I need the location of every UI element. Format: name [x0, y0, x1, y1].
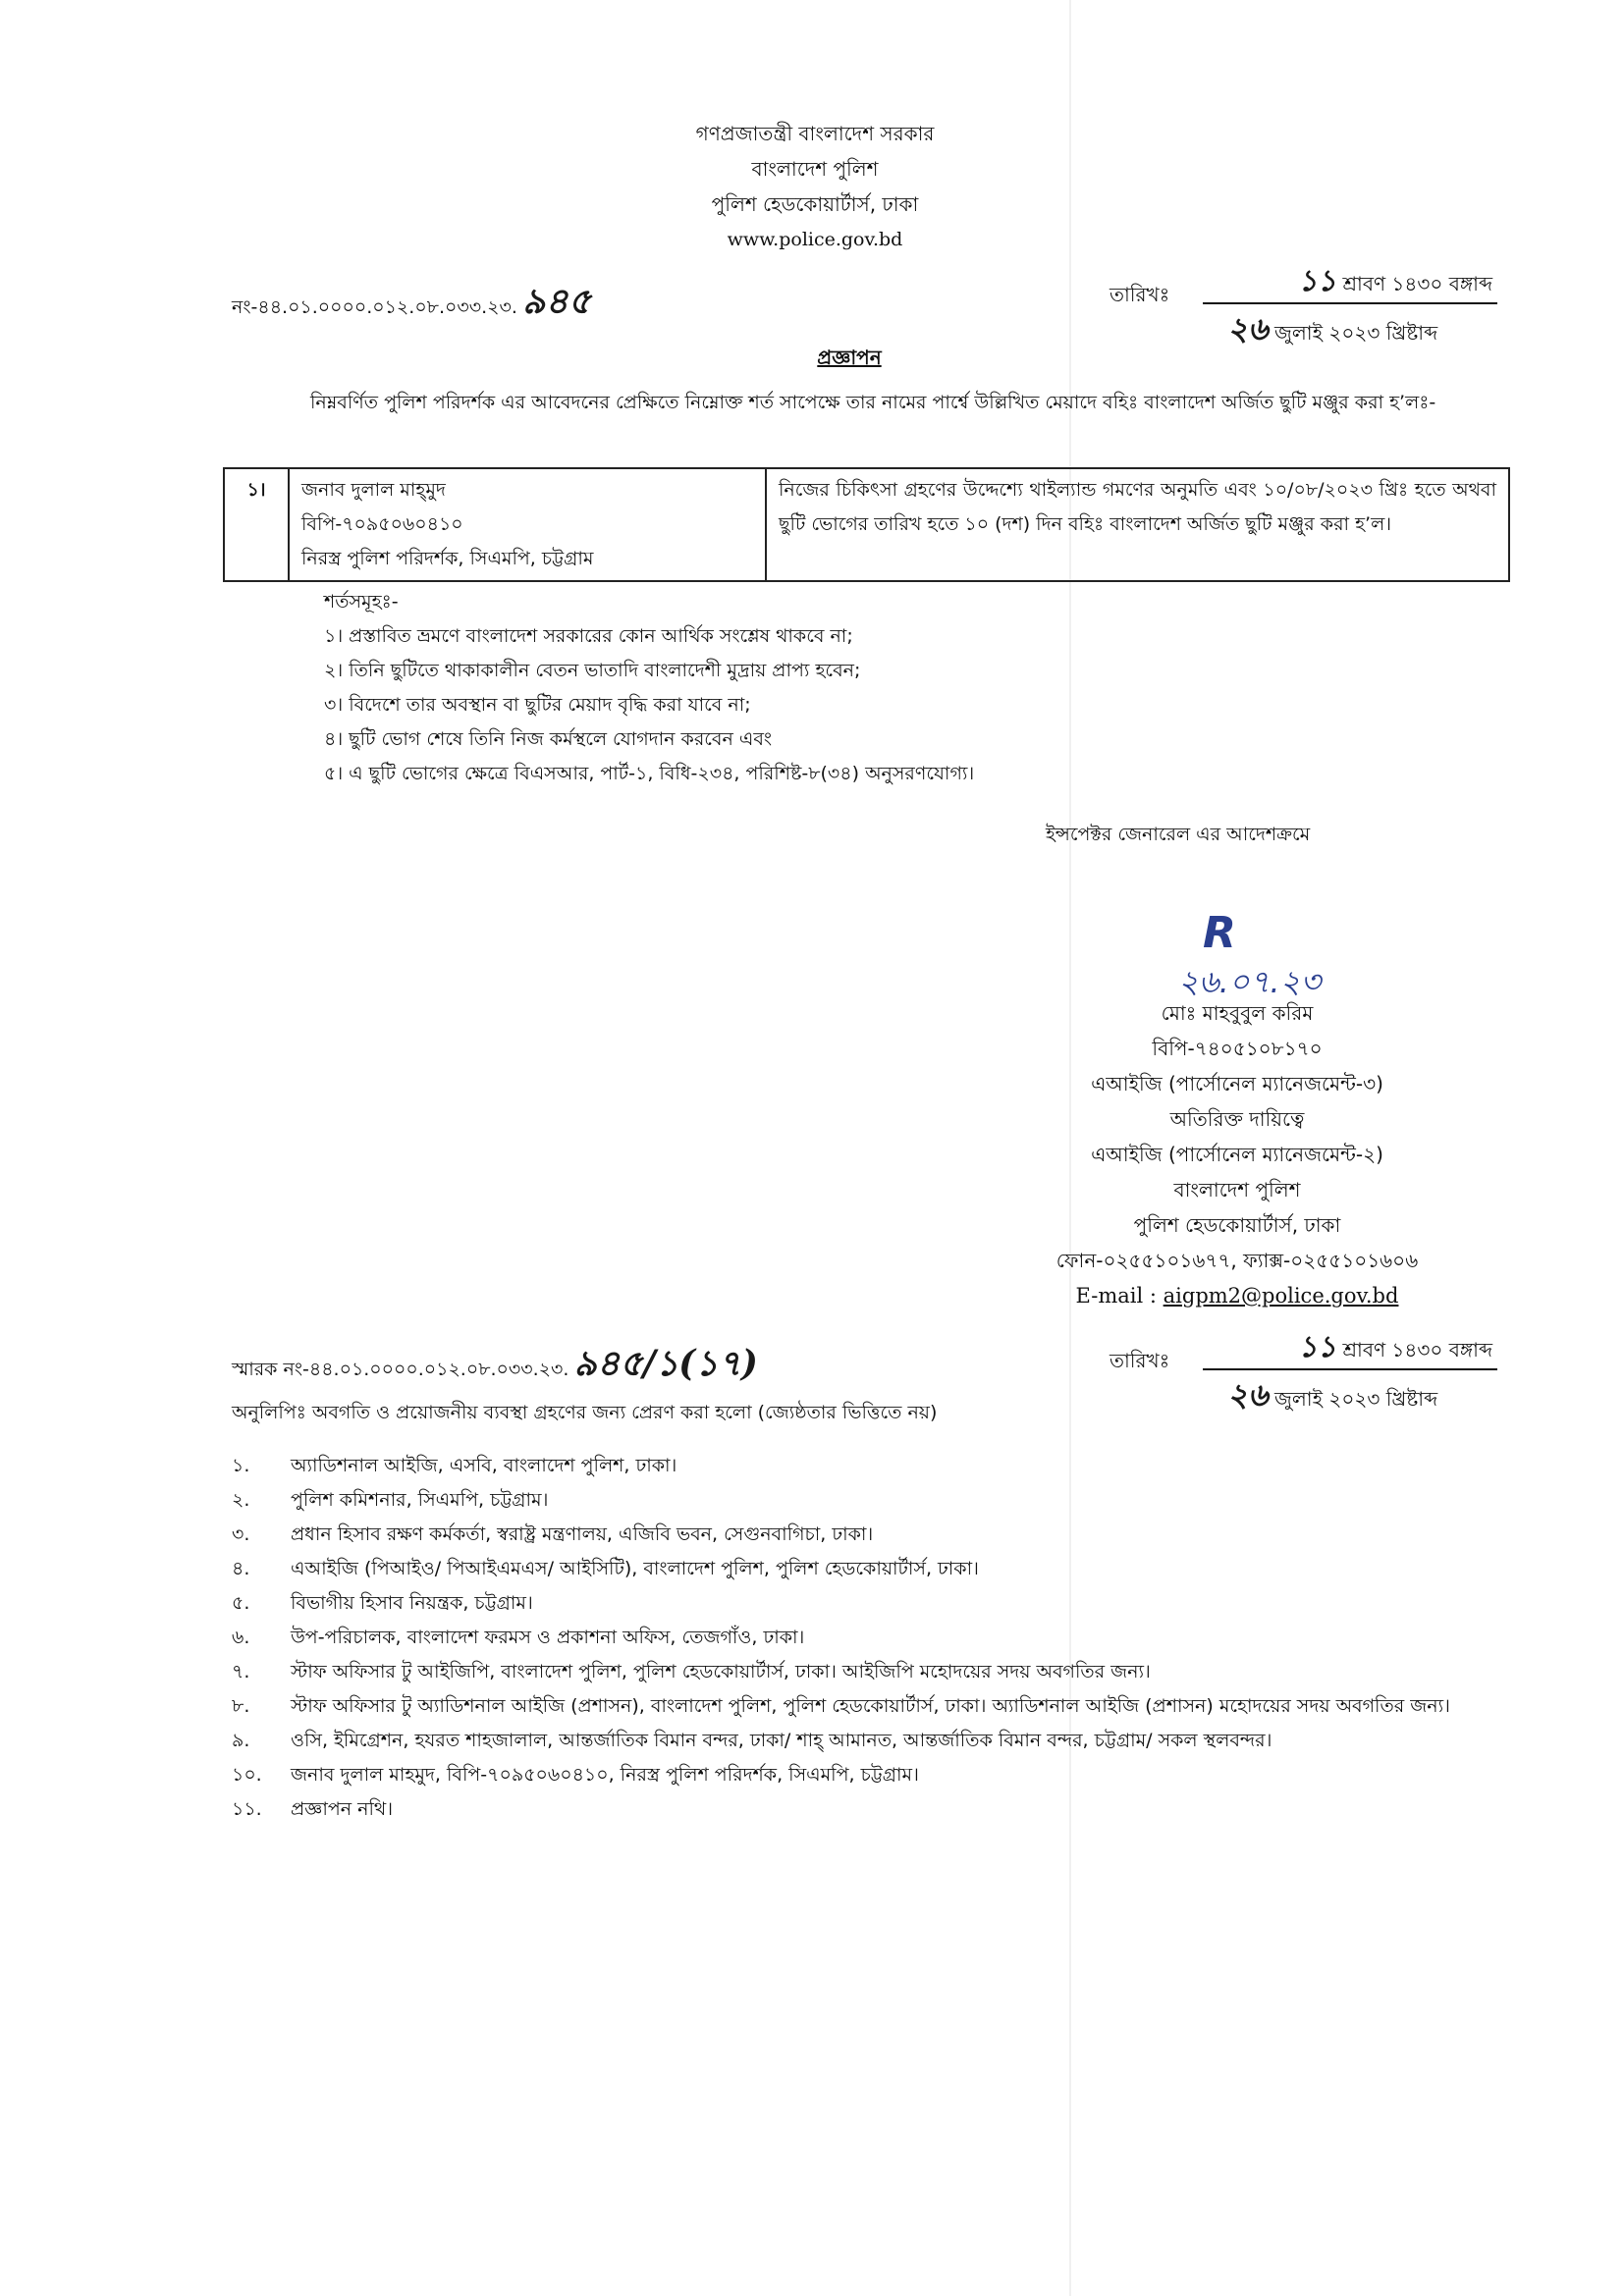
authority-line: ইন্সপেক্টর জেনারেল এর আদেশক্রমে	[1046, 824, 1311, 845]
list-item-text: ওসি, ইমিগ্রেশন, হযরত শাহজালাল, আন্তর্জাতিক বিমান বন্দর, ঢাকা/ শাহ্ আমানত, আন্তর্জাতিক বিমান বন্দর, চট্টগ্রাম/ সকল স্থলবন্দর।	[291, 1730, 1272, 1751]
list-item-number: ৮.	[232, 1695, 250, 1717]
list-item-number: ২.	[232, 1489, 250, 1511]
list-item	[232, 1621, 1518, 1655]
bangla-date-rest: শ্রাবণ ১৪৩০ বঙ্গাব্দ	[1342, 1338, 1492, 1362]
list-item	[232, 1449, 1518, 1483]
list-item-text: স্টাফ অফিসার টু অ্যাডিশনাল আইজি (প্রশাসন), বাংলাদেশ পুলিশ, পুলিশ হেডকোয়ার্টার্স, ঢাকা। অ্যাডিশনাল আইজি (প্রশাসন) মহোদয়ের সদয় অবগতির জন্য।	[291, 1695, 1450, 1717]
condition-item: ৫। এ ছুটি ভোগের ক্ষেত্রে বিএসআর, পার্ট-১, বিধি-২৩৪, পরিশিষ্ট-৮(৩৪) অনুসরণযোগ্য।	[324, 763, 975, 784]
signatory-bp: বিপি-৭৪০৫১০৮১৭০	[1152, 1037, 1323, 1060]
list-item-text: জনাব দুলাল মাহমুদ, বিপি-৭০৯৫০৬০৪১০, নিরস্ত্র পুলিশ পরিদর্শক, সিএমপি, চট্টগ্রাম।	[291, 1764, 919, 1786]
condition-item: ৪। ছুটি ভোগ শেষে তিনি নিজ কর্মস্থলে যোগদান করবেন এবং	[324, 728, 773, 750]
list-item-number: ১.	[232, 1455, 250, 1476]
memo-ref-handwritten: ৯৪৫	[522, 281, 592, 322]
list-item	[232, 1518, 1518, 1552]
signatory-office: পুলিশ হেডকোয়ার্টার্স, ঢাকা	[1133, 1213, 1341, 1237]
issue-date	[1110, 257, 1502, 346]
office-name: পুলিশ হেডকোয়ার্টার্স, ঢাকা	[711, 192, 919, 216]
document-title: প্রজ্ঞাপন	[817, 346, 882, 369]
copy-recipient-list	[232, 1449, 1518, 1827]
list-item-number: ১১.	[232, 1798, 262, 1820]
list-item-number: ৫.	[232, 1592, 250, 1614]
bangla-date-rest: শ্রাবণ ১৪৩০ বঙ্গাব্দ	[1342, 272, 1492, 295]
org-name: বাংলাদেশ পুলিশ	[751, 157, 879, 181]
conditions-heading: শর্তসমূহঃ-	[324, 591, 399, 613]
list-item-number: ৯.	[232, 1730, 250, 1751]
list-item-text: উপ-পরিচালক, বাংলাদেশ ফরমস ও প্রকাশনা অফিস, তেজগাঁও, ঢাকা।	[291, 1627, 805, 1648]
list-item-text: এআইজি (পিআইও/ পিআইএমএস/ আইসিটি), বাংলাদেশ পুলিশ, পুলিশ হেডকোয়ার্টার্স, ঢাকা।	[291, 1558, 979, 1579]
signatory-email-line	[962, 1278, 1512, 1313]
list-item	[232, 1724, 1518, 1758]
list-item	[232, 1483, 1518, 1518]
condition-item: ৩। বিদেশে তার অবস্থান বা ছুটির মেয়াদ বৃদ্ধি করা যাবে না;	[324, 694, 751, 716]
additional-charge: অতিরিক্ত দায়িত্বে	[1169, 1107, 1305, 1131]
memo-ref-prefix: নং-৪৪.০১.০০০০.০১২.০৮.০৩৩.২৩.	[232, 296, 517, 318]
table-row	[224, 468, 1509, 581]
leave-grant-table	[223, 467, 1510, 582]
greg-date-rest: জুলাই ২০২৩ খ্রিষ্টাব্দ	[1273, 1387, 1438, 1411]
list-item-text: অ্যাডিশনাল আইজি, এসবি, বাংলাদেশ পুলিশ, ঢাকা।	[291, 1455, 677, 1476]
signatory-org: বাংলাদেশ পুলিশ	[1173, 1178, 1301, 1201]
list-item-text: প্রধান হিসাব রক্ষণ কর্মকর্তা, স্বরাষ্ট্র মন্ত্রণালয়, এজিবি ভবন, সেগুনবাগিচা, ঢাকা।	[291, 1523, 874, 1545]
signatory-title: এআইজি (পার্সোনেল ম্যানেজমেন্ট-৩)	[1091, 1072, 1383, 1095]
officer-bp: বিপি-৭০৯৫০৬০৪১০	[301, 513, 463, 535]
list-item-number: ৬.	[232, 1627, 250, 1648]
list-item-text: পুলিশ কমিশনার, সিএমপি, চট্টগ্রাম।	[291, 1489, 549, 1511]
intro-paragraph: নিম্নবর্ণিত পুলিশ পরিদর্শক এর আবেদনের প্রেক্ষিতে নিম্নোক্ত শর্ত সাপেক্ষে তার নামের পার্শ্বে উল্লিখিত মেয়াদে বহিঃ বাংলাদেশ অর্জিত ছুটি মঞ্জুর করা হ’লঃ-	[310, 392, 1436, 413]
bangla-day: ১১	[1298, 1330, 1337, 1364]
list-item	[232, 1689, 1518, 1724]
signature-initials: R	[1203, 908, 1236, 958]
leave-details: নিজের চিকিৎসা গ্রহণের উদ্দেশ্যে থাইল্যান্ড গমণের অনুমতি এবং ১০/০৮/২০২৩ খ্রিঃ হতে অথবা ছুটি ভোগের তারিখ হতে ১০ (দশ) দিন বহিঃ বাংলাদেশ অর্জিত ছুটি মঞ্জুর করা হ’ল।	[766, 468, 1509, 581]
greg-date-rest: জুলাই ২০২৩ খ্রিষ্টাব্দ	[1273, 321, 1438, 345]
govt-name: গণপ্রজাতন্ত্রী বাংলাদেশ সরকার	[695, 122, 935, 145]
list-item-text: বিভাগীয় হিসাব নিয়ন্ত্রক, চট্টগ্রাম।	[291, 1592, 533, 1614]
letterhead	[550, 116, 1080, 257]
list-item-text: স্টাফ অফিসার টু আইজিপি, বাংলাদেশ পুলিশ, পুলিশ হেডকোয়ার্টার্স, ঢাকা। আইজিপি মহোদয়ের সদয় অবগতির জন্য।	[291, 1661, 1151, 1682]
list-item	[232, 1655, 1518, 1689]
officer-designation: নিরস্ত্র পুলিশ পরিদর্শক, সিএমপি, চট্টগ্রাম	[301, 548, 594, 569]
copy-ref-prefix: স্মারক নং-৪৪.০১.০০০০.০১২.০৮.০৩৩.২৩.	[232, 1359, 569, 1380]
list-item-number: ৪.	[232, 1558, 250, 1579]
copy-ref-handwritten: ৯৪৫/১(১৭)	[573, 1343, 758, 1384]
list-item	[232, 1792, 1518, 1827]
condition-item: ২। তিনি ছুটিতে থাকাকালীন বেতন ভাতাদি বাংলাদেশী মুদ্রায় প্রাপ্য হবেন;	[324, 660, 861, 681]
date-label: তারিখঃ	[1110, 1349, 1170, 1372]
copy-memo-number	[232, 1337, 758, 1396]
memo-number	[232, 275, 591, 334]
condition-item: ১। প্রস্তাবিত ভ্রমণে বাংলাদেশ সরকারের কোন আর্থিক সংশ্লেষ থাকবে না;	[324, 625, 853, 647]
conditions-section	[324, 585, 974, 791]
email-label: E-mail :	[1075, 1284, 1164, 1308]
email-link[interactable]: aigpm2@police.gov.bd	[1163, 1284, 1399, 1308]
list-item-text: প্রজ্ঞাপন নথি।	[291, 1798, 394, 1820]
website: www.police.gov.bd	[727, 229, 903, 250]
greg-day: ২৬	[1227, 310, 1269, 347]
signatory-block	[962, 995, 1512, 1313]
officer-info	[289, 468, 766, 581]
officer-name: জনাব দুলাল মাহ্‌মুদ	[301, 479, 446, 501]
list-item	[232, 1552, 1518, 1586]
signature-date: ২৬.০৭.২৩	[1178, 963, 1322, 1000]
signatory-title-additional: এআইজি (পার্সোনেল ম্যানেজমেন্ট-২)	[1091, 1143, 1383, 1166]
date-label: তারিখঃ	[1110, 283, 1170, 306]
row-serial: ১।	[224, 468, 289, 581]
list-item-number: ৩.	[232, 1523, 250, 1545]
signatory-contact: ফোন-০২৫৫১০১৬৭৭, ফ্যাক্স-০২৫৫১০১৬০৬	[1056, 1249, 1419, 1272]
greg-day: ২৬	[1227, 1376, 1269, 1414]
signatory-name: মোঃ মাহবুবুল করিম	[1161, 1001, 1314, 1025]
copy-date	[1110, 1323, 1502, 1412]
bangla-day: ১১	[1298, 264, 1337, 298]
list-item-number: ১০.	[232, 1764, 262, 1786]
list-item	[232, 1758, 1518, 1792]
list-item	[232, 1586, 1518, 1621]
list-item-number: ৭.	[232, 1661, 250, 1682]
copy-intro: অনুলিপিঃ অবগতি ও প্রয়োজনীয় ব্যবস্থা গ্রহণের জন্য প্রেরণ করা হলো (জ্যেষ্ঠতার ভিত্তিতে নয়)	[232, 1402, 938, 1423]
